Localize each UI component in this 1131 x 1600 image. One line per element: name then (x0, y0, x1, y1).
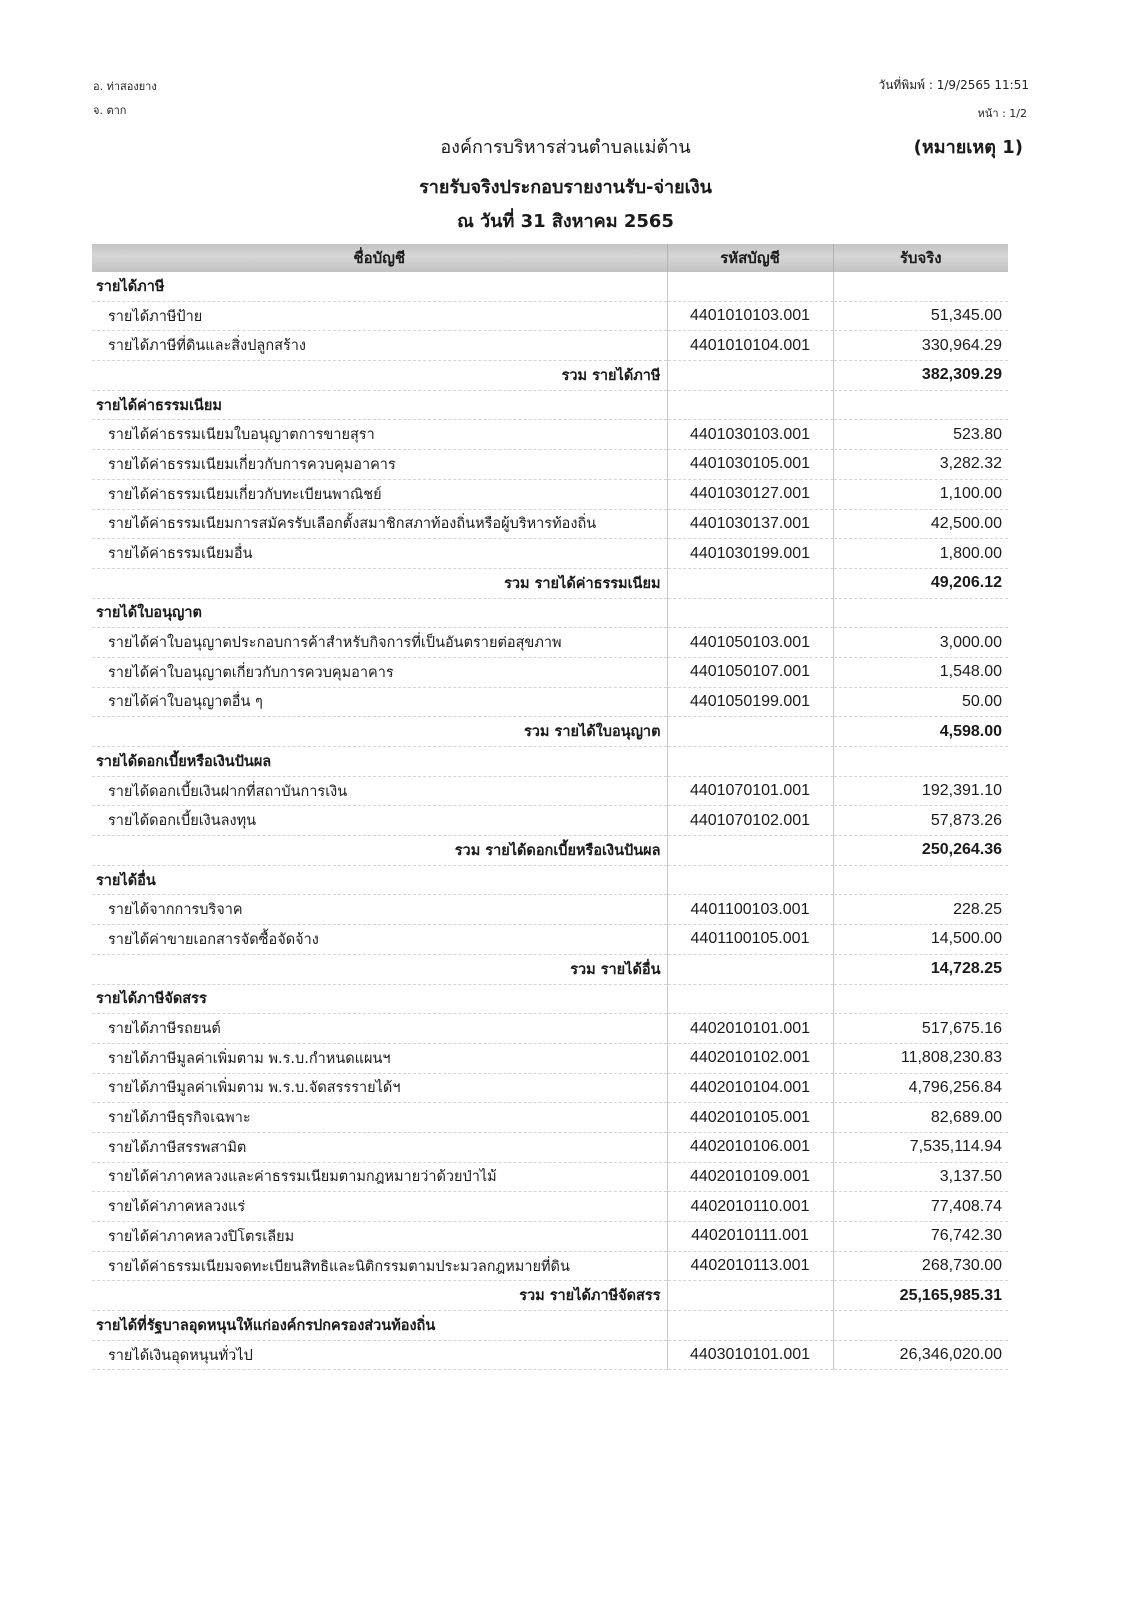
group-header-row (92, 865, 1008, 895)
account-name-cell: รายได้ภาษี (92, 272, 667, 301)
account-name-cell: รายได้ค่าธรรมเนียม (92, 390, 667, 420)
account-code-cell: 4402010102.001 (667, 1043, 833, 1073)
amount-cell: 228.25 (833, 895, 1008, 925)
amount-cell (833, 598, 1008, 628)
column-header-account-name: ชื่อบัญชี (92, 244, 667, 272)
report-title: รายรับจริงประกอบรายงานรับ-จ่ายเงิน (419, 177, 712, 198)
group-header-row (92, 747, 1008, 777)
account-name-cell: รายได้เงินอุดหนุนทั่วไป (92, 1340, 667, 1370)
table-row (92, 628, 1008, 658)
account-name-cell: รายได้ภาษีสรรพสามิต (92, 1132, 667, 1162)
account-name-cell: รวม รายได้ดอกเบี้ยหรือเงินปันผล (92, 836, 667, 866)
group-header-row (92, 390, 1008, 420)
table-row (92, 1340, 1008, 1370)
account-code-cell: 4402010101.001 (667, 1014, 833, 1044)
column-header-amount: รับจริง (833, 244, 1008, 272)
organization-name: องค์การบริหารส่วนตำบลแม่ต้าน (440, 137, 691, 158)
table-header-row (92, 244, 1008, 272)
amount-cell: 3,000.00 (833, 628, 1008, 658)
report-date: ณ วันที่ 31 สิงหาคม 2565 (457, 211, 674, 232)
table-row (92, 1043, 1008, 1073)
account-name-cell: รายได้ค่าขายเอกสารจัดซื้อจัดจ้าง (92, 925, 667, 955)
amount-cell: 3,137.50 (833, 1162, 1008, 1192)
subtotal-row (92, 568, 1008, 598)
amount-cell: 49,206.12 (833, 568, 1008, 598)
table-row (92, 1251, 1008, 1281)
account-code-cell: 4402010104.001 (667, 1073, 833, 1103)
account-code-cell (667, 865, 833, 895)
account-code-cell (667, 272, 833, 301)
account-code-cell: 4401030103.001 (667, 420, 833, 450)
amount-cell: 51,345.00 (833, 301, 1008, 331)
account-code-cell (667, 1311, 833, 1341)
amount-cell: 1,800.00 (833, 539, 1008, 569)
account-name-cell: รายได้ค่าธรรมเนียมการสมัครรับเลือกตั้งสมาชิกสภาท้องถิ่นหรือผู้บริหารท้องถิ่น (92, 509, 667, 539)
account-name-cell: รายได้ภาษีมูลค่าเพิ่มตาม พ.ร.บ.กำหนดแผนฯ (92, 1043, 667, 1073)
account-code-cell (667, 954, 833, 984)
account-code-cell (667, 390, 833, 420)
amount-cell: 523.80 (833, 420, 1008, 450)
group-header-row (92, 272, 1008, 301)
table-row (92, 1192, 1008, 1222)
amount-cell: 3,282.32 (833, 450, 1008, 480)
account-code-cell: 4401050103.001 (667, 628, 833, 658)
amount-cell: 192,391.10 (833, 776, 1008, 806)
account-code-cell: 4402010106.001 (667, 1132, 833, 1162)
amount-cell (833, 1311, 1008, 1341)
account-name-cell: รายได้ภาษีป้าย (92, 301, 667, 331)
amount-cell: 14,728.25 (833, 954, 1008, 984)
amount-cell: 42,500.00 (833, 509, 1008, 539)
revenue-table (92, 244, 1008, 1370)
table-row (92, 420, 1008, 450)
account-name-cell: รายได้ภาษีจัดสรร (92, 984, 667, 1014)
page-number: หน้า : 1/2 (977, 107, 1027, 120)
account-code-cell: 4401030199.001 (667, 539, 833, 569)
account-code-cell: 4401010104.001 (667, 331, 833, 361)
account-code-cell (667, 598, 833, 628)
amount-cell: 14,500.00 (833, 925, 1008, 955)
amount-cell: 330,964.29 (833, 331, 1008, 361)
account-name-cell: รายได้ค่าธรรมเนียมเกี่ยวกับทะเบียนพาณิชย์ (92, 479, 667, 509)
table-row (92, 450, 1008, 480)
account-name-cell: รายได้ค่าใบอนุญาตเกี่ยวกับการควบคุมอาคาร (92, 657, 667, 687)
account-code-cell: 4402010109.001 (667, 1162, 833, 1192)
account-name-cell: รายได้ค่าธรรมเนียมจดทะเบียนสิทธิและนิติกรรมตามประมวลกฎหมายที่ดิน (92, 1251, 667, 1281)
amount-cell (833, 984, 1008, 1014)
amount-cell: 77,408.74 (833, 1192, 1008, 1222)
amount-cell: 4,598.00 (833, 717, 1008, 747)
account-code-cell: 4401030105.001 (667, 450, 833, 480)
amount-cell: 1,548.00 (833, 657, 1008, 687)
table-row (92, 657, 1008, 687)
account-name-cell: รายได้ค่าภาคหลวงปิโตรเลียม (92, 1222, 667, 1252)
table-row (92, 331, 1008, 361)
account-code-cell: 4401100105.001 (667, 925, 833, 955)
table-row (92, 1073, 1008, 1103)
account-name-cell: รายได้ดอกเบี้ยเงินฝากที่สถาบันการเงิน (92, 776, 667, 806)
account-name-cell: รายได้ภาษีมูลค่าเพิ่มตาม พ.ร.บ.จัดสรรรายได้ฯ (92, 1073, 667, 1103)
account-code-cell: 4401070102.001 (667, 806, 833, 836)
account-code-cell (667, 1281, 833, 1311)
account-name-cell: รวม รายได้ใบอนุญาต (92, 717, 667, 747)
account-code-cell (667, 984, 833, 1014)
account-code-cell: 4402010111.001 (667, 1222, 833, 1252)
table-row (92, 1132, 1008, 1162)
table-row (92, 925, 1008, 955)
column-header-account-code: รหัสบัญชี (667, 244, 833, 272)
group-header-row (92, 984, 1008, 1014)
table-row (92, 1103, 1008, 1133)
amount-cell (833, 865, 1008, 895)
amount-cell: 76,742.30 (833, 1222, 1008, 1252)
account-name-cell: รายได้ค่าใบอนุญาตประกอบการค้าสำหรับกิจการที่เป็นอันตรายต่อสุขภาพ (92, 628, 667, 658)
amount-cell: 250,264.36 (833, 836, 1008, 866)
account-name-cell: รวม รายได้ภาษี (92, 361, 667, 391)
account-code-cell (667, 568, 833, 598)
amount-cell: 82,689.00 (833, 1103, 1008, 1133)
table-row (92, 776, 1008, 806)
table-row (92, 1162, 1008, 1192)
table-row (92, 301, 1008, 331)
amount-cell: 26,346,020.00 (833, 1340, 1008, 1370)
note-label: (หมายเหตุ 1) (913, 137, 1023, 158)
account-name-cell: รวม รายได้ค่าธรรมเนียม (92, 568, 667, 598)
account-code-cell: 4403010101.001 (667, 1340, 833, 1370)
print-date: วันที่พิมพ์ : 1/9/2565 11:51 (878, 78, 1029, 92)
account-name-cell: รายได้ภาษีรถยนต์ (92, 1014, 667, 1044)
account-code-cell: 4401050199.001 (667, 687, 833, 717)
account-code-cell (667, 747, 833, 777)
group-header-row (92, 1311, 1008, 1341)
account-name-cell: รายได้ค่าธรรมเนียมเกี่ยวกับการควบคุมอาคาร (92, 450, 667, 480)
account-name-cell: รายได้ภาษีธุรกิจเฉพาะ (92, 1103, 667, 1133)
account-code-cell: 4402010105.001 (667, 1103, 833, 1133)
subtotal-row (92, 836, 1008, 866)
account-code-cell: 4401010103.001 (667, 301, 833, 331)
amount-cell: 25,165,985.31 (833, 1281, 1008, 1311)
amount-cell: 1,100.00 (833, 479, 1008, 509)
table-row (92, 479, 1008, 509)
district-label: อ. ท่าสองยาง (93, 80, 157, 93)
table-row (92, 1222, 1008, 1252)
account-code-cell: 4402010110.001 (667, 1192, 833, 1222)
province-label: จ. ตาก (93, 104, 127, 117)
account-code-cell (667, 361, 833, 391)
account-name-cell: รายได้ดอกเบี้ยหรือเงินปันผล (92, 747, 667, 777)
account-name-cell: รายได้ดอกเบี้ยเงินลงทุน (92, 806, 667, 836)
account-code-cell (667, 717, 833, 747)
account-name-cell: รายได้ภาษีที่ดินและสิ่งปลูกสร้าง (92, 331, 667, 361)
account-code-cell: 4401050107.001 (667, 657, 833, 687)
amount-cell: 50.00 (833, 687, 1008, 717)
amount-cell: 268,730.00 (833, 1251, 1008, 1281)
account-name-cell: รายได้ค่าธรรมเนียมใบอนุญาตการขายสุรา (92, 420, 667, 450)
amount-cell: 382,309.29 (833, 361, 1008, 391)
amount-cell (833, 390, 1008, 420)
account-code-cell: 4401030137.001 (667, 509, 833, 539)
amount-cell: 57,873.26 (833, 806, 1008, 836)
account-name-cell: รวม รายได้อื่น (92, 954, 667, 984)
account-name-cell: รายได้อื่น (92, 865, 667, 895)
subtotal-row (92, 1281, 1008, 1311)
account-name-cell: รวม รายได้ภาษีจัดสรร (92, 1281, 667, 1311)
account-code-cell: 4401030127.001 (667, 479, 833, 509)
account-name-cell: รายได้ที่รัฐบาลอุดหนุนให้แก่องค์กรปกครองส่วนท้องถิ่น (92, 1311, 667, 1341)
account-name-cell: รายได้ค่าธรรมเนียมอื่น (92, 539, 667, 569)
account-code-cell: 4402010113.001 (667, 1251, 833, 1281)
table-row (92, 539, 1008, 569)
account-name-cell: รายได้ค่าภาคหลวงและค่าธรรมเนียมตามกฎหมายว่าด้วยป่าไม้ (92, 1162, 667, 1192)
table-row (92, 509, 1008, 539)
group-header-row (92, 598, 1008, 628)
table-row (92, 687, 1008, 717)
amount-cell (833, 747, 1008, 777)
amount-cell (833, 272, 1008, 301)
account-name-cell: รายได้ใบอนุญาต (92, 598, 667, 628)
table-row (92, 1014, 1008, 1044)
table-row (92, 806, 1008, 836)
account-code-cell: 4401100103.001 (667, 895, 833, 925)
account-name-cell: รายได้ค่าใบอนุญาตอื่น ๆ (92, 687, 667, 717)
account-name-cell: รายได้จากการบริจาค (92, 895, 667, 925)
account-name-cell: รายได้ค่าภาคหลวงแร่ (92, 1192, 667, 1222)
account-code-cell (667, 836, 833, 866)
subtotal-row (92, 717, 1008, 747)
amount-cell: 11,808,230.83 (833, 1043, 1008, 1073)
account-code-cell: 4401070101.001 (667, 776, 833, 806)
amount-cell: 7,535,114.94 (833, 1132, 1008, 1162)
amount-cell: 517,675.16 (833, 1014, 1008, 1044)
subtotal-row (92, 954, 1008, 984)
amount-cell: 4,796,256.84 (833, 1073, 1008, 1103)
table-row (92, 895, 1008, 925)
subtotal-row (92, 361, 1008, 391)
